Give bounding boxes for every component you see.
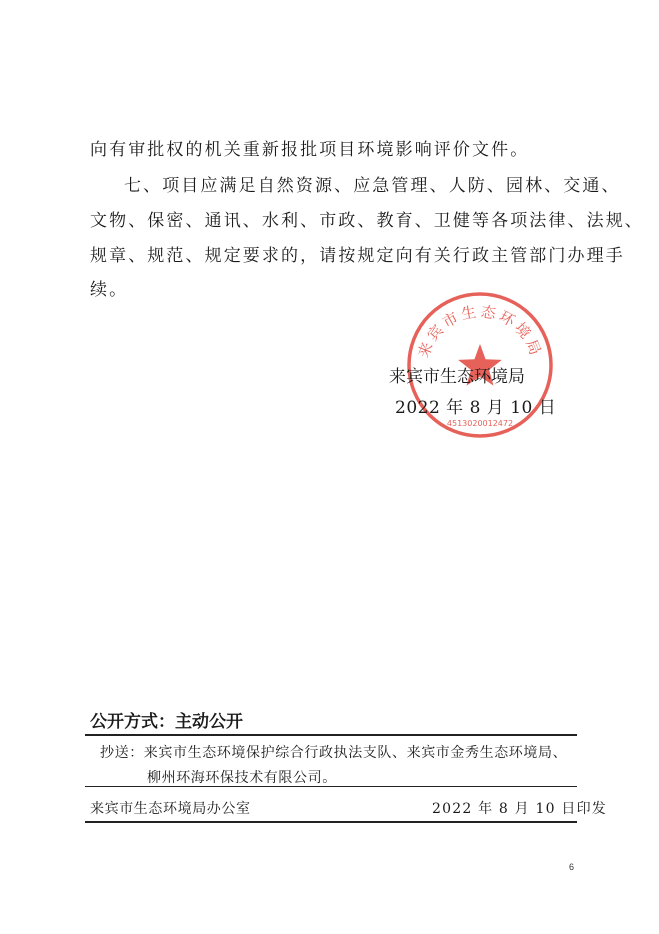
signature-date: 2022 年 8 月 10 日 — [395, 398, 557, 418]
publicity-mode: 公开方式：主动公开 — [90, 712, 243, 732]
body-line-2: 七、项目应满足自然资源、应急管理、人防、园林、交通、 — [124, 176, 621, 196]
footer-rule-middle — [85, 786, 577, 787]
body-line-3: 文物、保密、通讯、水利、市政、教育、卫健等各项法律、法规、 — [90, 211, 644, 231]
body-line-1: 向有审批权的机关重新报批项目环境影响评价文件。 — [90, 140, 530, 160]
signature-org: 来宾市生态环境局 — [389, 367, 525, 387]
issuer-office: 来宾市生态环境局办公室 — [90, 801, 251, 817]
footer-rule-top — [85, 734, 577, 736]
body-line-4: 规章、规范、规定要求的，请按规定向有关行政主管部门办理手 — [90, 246, 625, 266]
page-number: 6 — [569, 862, 575, 872]
seal-text: 来宾市生态环境局 — [414, 302, 546, 361]
seal-code: 4513020012472 — [446, 419, 514, 428]
body-line-5: 续。 — [90, 280, 129, 300]
cc-line-2: 柳州环海环保技术有限公司。 — [147, 770, 337, 786]
cc-line-1: 抄送：来宾市生态环境保护综合行政执法支队、来宾市金秀生态环境局、 — [100, 745, 568, 761]
issue-date: 2022 年 8 月 10 日印发 — [432, 801, 608, 817]
footer-rule-bottom — [85, 821, 577, 823]
